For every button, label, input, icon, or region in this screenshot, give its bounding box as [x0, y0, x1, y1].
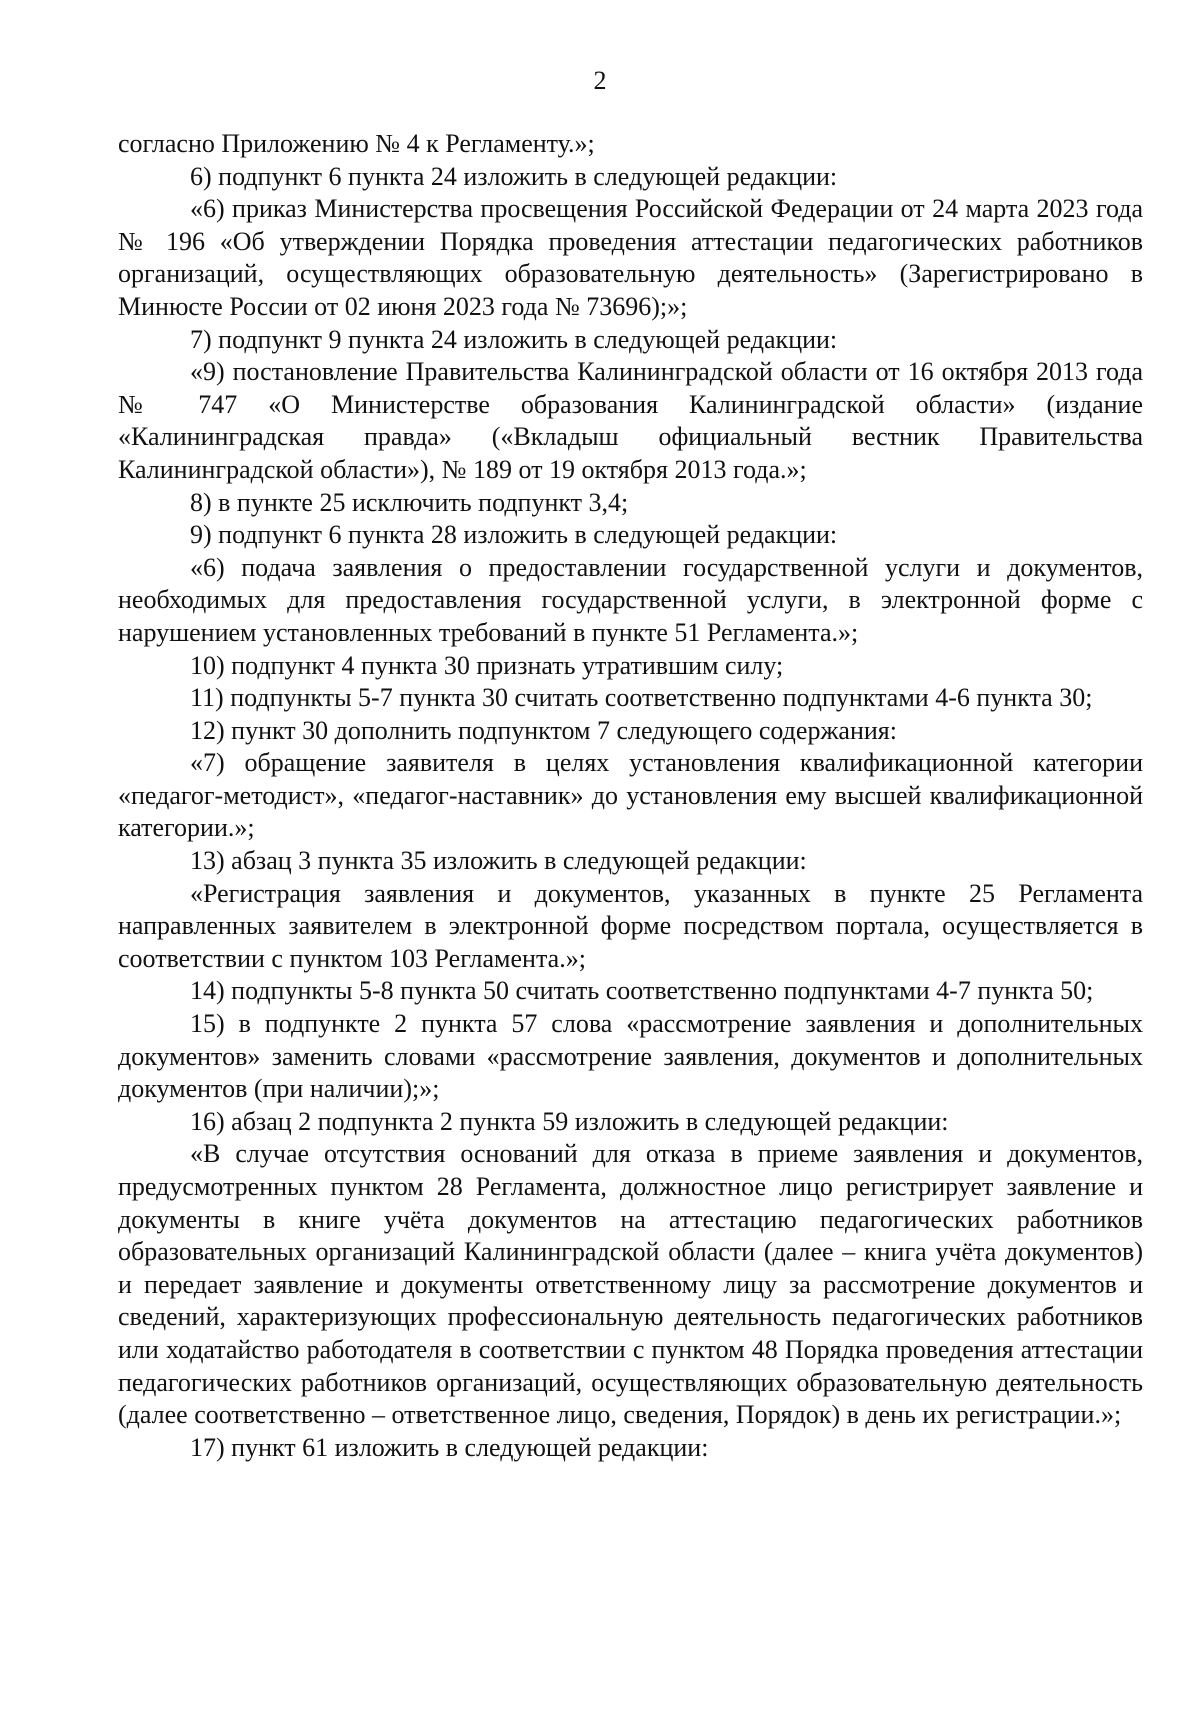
paragraph: согласно Приложению № 4 к Регламенту.»;: [118, 129, 595, 158]
paragraph: 16) абзац 2 подпункта 2 пункта 59 изложить в следующей редакции:: [190, 1106, 949, 1136]
paragraph: «6) подача заявления о предоставлении государственной услуги и документов, необходимых для предоставления государственной услуги, в электронной форме с нарушением установленных требований в пункте 51 Регламента.»;: [118, 552, 1143, 647]
paragraph: «Регистрация заявления и документов, указанных в пункте 25 Регламента направленных заявителем в электронной форме посредством портала, осуществляется в соответствии с пунктом 103 Регламента.»;: [118, 878, 1143, 973]
paragraph: 8) в пункте 25 исключить подпункт 3,4;: [190, 487, 629, 517]
paragraph: 9) подпункт 6 пункта 28 изложить в следующей редакции:: [190, 520, 838, 550]
paragraph: «6) приказ Министерства просвещения Российской Федерации от 24 марта 2023 года № 196 «Об утверждении Порядка проведения аттестации педагогических работников организаций, осуществляющих образовательную деятельность» (Зарегистрировано в Минюсте России от 02 июня 2023 года № 73696);»;: [118, 194, 1143, 321]
paragraph: 11) подпункты 5-7 пункта 30 считать соответственно подпунктами 4-6 пункта 30;: [190, 683, 1093, 713]
paragraph: 7) подпункт 9 пункта 24 изложить в следующей редакции:: [190, 324, 838, 354]
paragraph: «7) обращение заявителя в целях установления квалификационной категории «педагог-методист», «педагог-наставник» до установления ему высшей квалификационной категории.»;: [118, 748, 1143, 843]
paragraph: 14) подпункты 5-8 пункта 50 считать соответственно подпунктами 4-7 пункта 50;: [190, 976, 1094, 1006]
paragraph: 12) пункт 30 дополнить подпунктом 7 следующего содержания:: [190, 715, 897, 745]
document-body: [118, 128, 1143, 1464]
paragraph: 6) подпункт 6 пункта 24 изложить в следующей редакции:: [190, 161, 838, 191]
paragraph: «9) постановление Правительства Калининградской области от 16 октября 2013 года № 747 «О Министерстве образования Калининградской области» (издание «Калининградская правда» («Вкладыш официальный вестник Правительства Калининградской области»), № 189 от 19 октября 2013 года.»;: [118, 357, 1143, 484]
paragraph: «В случае отсутствия оснований для отказа в приеме заявления и документов, предусмотренных пунктом 28 Регламента, должностное лицо регистрирует заявление и документы в книге учёта документов на аттестацию педагогических работников образовательных организаций Калининградской области (далее – книга учёта документов) и передает заявление и документы ответственному лицу за рассмотрение документов и сведений, характеризующих профессиональную деятельность педагогических работников или ходатайство работодателя в соответствии с пунктом 48 Порядка проведения аттестации педагогических работников организаций, осуществляющих образовательную деятельность (далее соответственно – ответственное лицо, сведения, Порядок) в день их регистрации.»;: [118, 1139, 1143, 1430]
paragraph: 17) пункт 61 изложить в следующей редакции:: [190, 1432, 709, 1462]
paragraph: 13) абзац 3 пункта 35 изложить в следующей редакции:: [190, 846, 807, 876]
page-number: 2: [593, 66, 607, 95]
paragraph: 10) подпункт 4 пункта 30 признать утратившим силу;: [190, 650, 784, 680]
paragraph: 15) в подпункте 2 пункта 57 слова «рассмотрение заявления и дополнительных документов» заменить словами «рассмотрение заявления, документов и дополнительных документов (при наличии);»;: [118, 1009, 1143, 1104]
